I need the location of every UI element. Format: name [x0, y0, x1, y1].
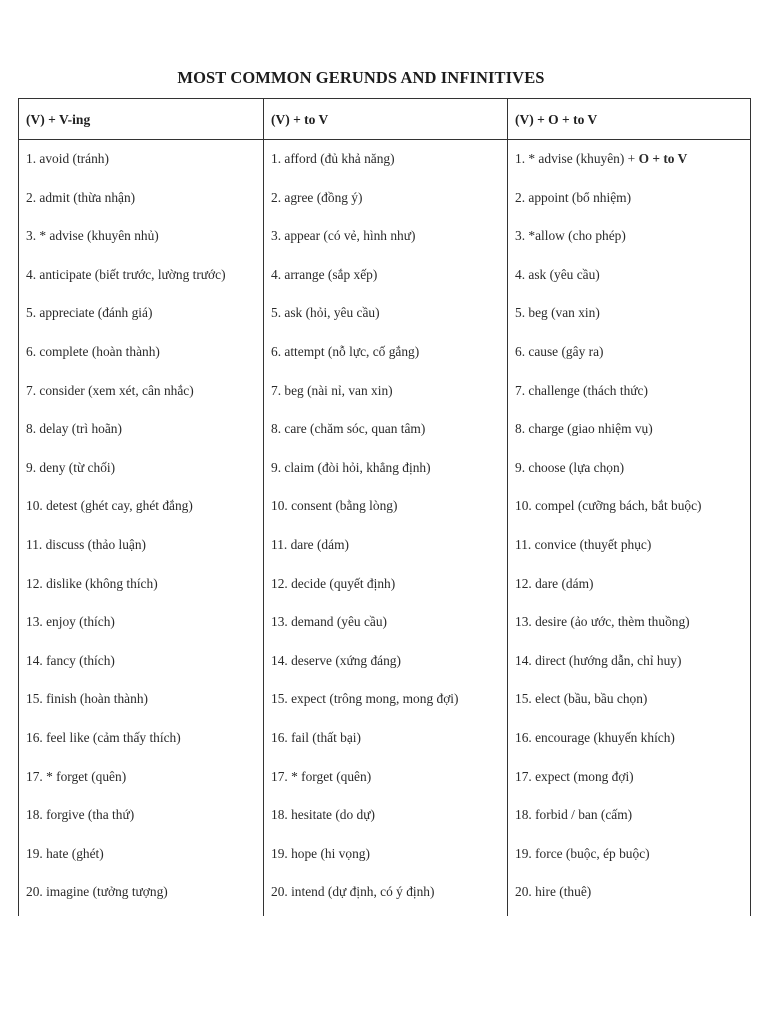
list-item: 20. intend (dự định, có ý định): [271, 884, 435, 900]
list-item: 10. compel (cưỡng bách, bắt buộc): [515, 498, 702, 514]
item-text: 1. * advise (khuyên) +: [515, 151, 639, 166]
list-item: 5. beg (van xin): [515, 305, 600, 321]
list-item: 11. discuss (thảo luận): [26, 536, 146, 552]
list-item: 8. delay (trì hoãn): [26, 421, 122, 437]
list-item: 20. hire (thuê): [515, 884, 592, 900]
list-item: 7. challenge (thách thức): [515, 382, 648, 398]
list-item: 2. appoint (bổ nhiệm): [515, 189, 632, 205]
list-item: 8. charge (giao nhiệm vụ): [515, 421, 653, 437]
verb-table: [18, 98, 751, 916]
list-item: 18. forbid / ban (cấm): [515, 807, 633, 823]
column-list: [19, 140, 263, 912]
list-item: 4. ask (yêu cầu): [515, 266, 600, 282]
list-item: 1. afford (đủ khả năng): [271, 151, 395, 166]
item-bold-text: O + to V: [638, 151, 688, 166]
list-item: 15. expect (trông mong, mong đợi): [271, 691, 459, 707]
list-item: 19. hope (hi vọng): [271, 845, 370, 861]
list-item: 17. * forget (quên): [271, 768, 372, 784]
list-item: 11. convice (thuyết phục): [515, 536, 652, 552]
list-item: 7. beg (nài nỉ, van xin): [271, 382, 393, 398]
list-item: 11. dare (dám): [271, 536, 349, 552]
column-header: (V) + O + to V: [508, 99, 750, 140]
page-title: MOST COMMON GERUNDS AND INFINITIVES: [177, 68, 545, 87]
list-item: 5. ask (hỏi, yêu cầu): [271, 305, 380, 321]
column-to-verb: [263, 99, 507, 916]
list-item: 9. deny (từ chối): [26, 459, 116, 475]
column-list: [508, 140, 750, 912]
list-item: 20. imagine (tưởng tượng): [26, 884, 168, 900]
list-item: 7. consider (xem xét, cân nhắc): [26, 382, 194, 398]
list-item: 6. complete (hoàn thành): [26, 343, 160, 359]
list-item: 17. * forget (quên): [26, 768, 127, 784]
list-item: 9. claim (đòi hỏi, khẳng định): [271, 459, 431, 475]
list-item: 1. avoid (tránh): [26, 151, 109, 166]
list-item: [508, 140, 750, 179]
list-item: 13. desire (ảo ước, thèm thuồng): [515, 614, 690, 630]
list-item: 16. encourage (khuyến khích): [515, 729, 675, 745]
list-item: 14. fancy (thích): [26, 652, 115, 668]
list-item: 10. consent (bằng lòng): [271, 498, 398, 514]
column-header: (V) + V-ing: [19, 99, 263, 140]
list-item: 14. direct (hướng dẫn, chỉ huy): [515, 652, 682, 668]
list-item: 8. care (chăm sóc, quan tâm): [271, 421, 426, 437]
list-item: 15. finish (hoàn thành): [26, 691, 148, 707]
list-item: 2. agree (đồng ý): [271, 189, 363, 205]
list-item: 12. dislike (không thích): [26, 575, 158, 591]
column-header: (V) + to V: [264, 99, 507, 140]
list-item: 5. appreciate (đánh giá): [26, 305, 153, 321]
list-item: 4. arrange (sắp xếp): [271, 266, 378, 282]
list-item: 17. expect (mong đợi): [515, 768, 634, 784]
list-item: 6. cause (gây ra): [515, 343, 604, 359]
list-item: 9. choose (lựa chọn): [515, 459, 625, 475]
list-item: 14. deserve (xứng đáng): [271, 652, 401, 668]
list-item: 13. enjoy (thích): [26, 614, 115, 630]
list-item: 19. hate (ghét): [26, 845, 104, 861]
list-item: 18. forgive (tha thứ): [26, 807, 135, 823]
list-item: 3. * advise (khuyên nhủ): [26, 228, 159, 244]
list-item: 10. detest (ghét cay, ghét đắng): [26, 498, 193, 514]
list-item: 18. hesitate (do dự): [271, 807, 375, 823]
list-item: 16. fail (thất bại): [271, 729, 361, 745]
list-item: 16. feel like (cảm thấy thích): [26, 729, 181, 745]
list-item: 2. admit (thừa nhận): [26, 189, 136, 205]
list-item: 6. attempt (nỗ lực, cố gắng): [271, 343, 420, 359]
list-item: 12. dare (dám): [515, 575, 594, 591]
list-item: 19. force (buộc, ép buộc): [515, 845, 650, 861]
list-item: 13. demand (yêu cầu): [271, 614, 388, 630]
column-verb-ing: [19, 99, 263, 916]
list-item: 3. appear (có vẻ, hình như): [271, 228, 416, 244]
list-item: 12. decide (quyết định): [271, 575, 396, 591]
column-object-to-verb: [507, 99, 750, 916]
list-item: 4. anticipate (biết trước, lường trước): [26, 266, 226, 282]
column-list: [264, 140, 507, 912]
list-item: 15. elect (bầu, bầu chọn): [515, 691, 648, 707]
list-item: 3. *allow (cho phép): [515, 228, 626, 244]
